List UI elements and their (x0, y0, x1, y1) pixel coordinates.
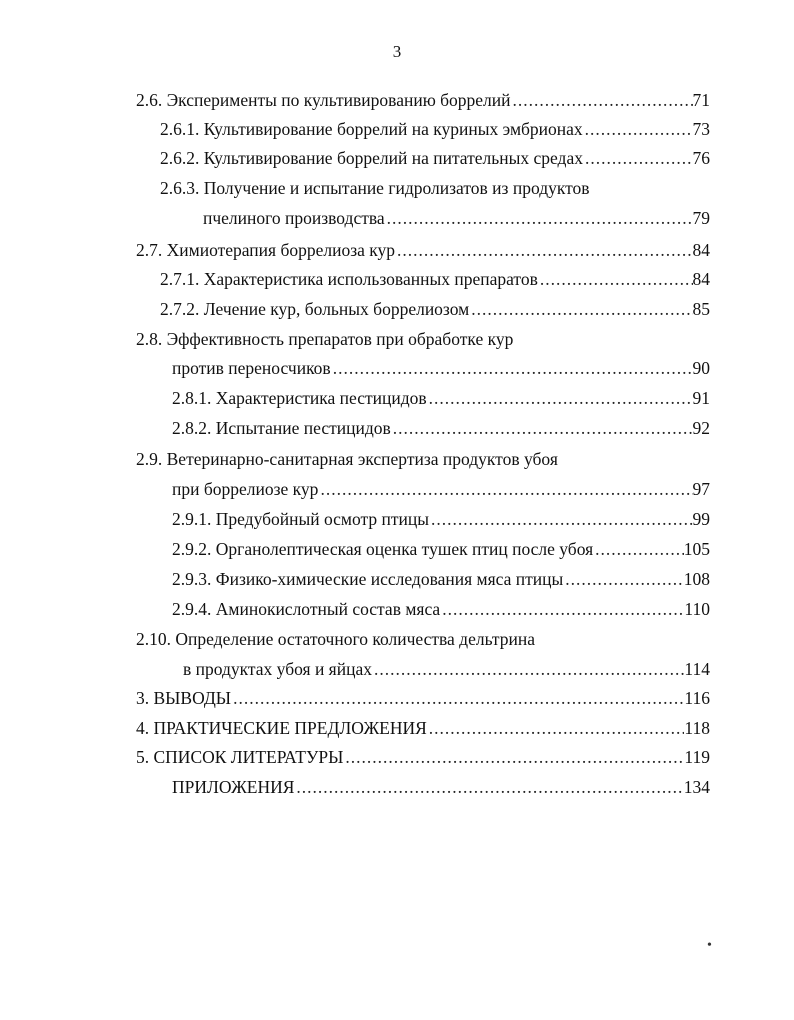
toc-entry-title: при боррелиозе кур (172, 479, 319, 499)
toc-entry-3[interactable] (136, 684, 710, 712)
toc-entry-appendices[interactable] (172, 773, 710, 801)
toc-entry-2-8-cont[interactable] (172, 354, 710, 382)
dot-leader (231, 684, 684, 712)
page-number: 3 (392, 42, 402, 61)
dot-leader (391, 414, 693, 442)
toc-entry-page: 114 (684, 659, 710, 679)
toc-entry-page: 92 (692, 418, 710, 438)
toc-entry-title: 2.6.3. Получение и испытание гидролизатов из продуктов (160, 178, 590, 198)
toc-entry-title: 2.6.2. Культивирование боррелий на питательных средах (160, 148, 583, 168)
dot-leader (563, 565, 683, 593)
toc-entry-page: 99 (692, 509, 710, 529)
toc-entry-title: 4. ПРАКТИЧЕСКИЕ ПРЕДЛОЖЕНИЯ (136, 718, 427, 738)
toc-entry-title: 2.7.2. Лечение кур, больных боррелиозом (160, 299, 470, 319)
dot-leader (593, 535, 684, 563)
toc-entry-2-8[interactable] (136, 325, 710, 353)
dot-leader (294, 773, 683, 801)
toc-entry-2-9-cont[interactable] (172, 475, 710, 503)
toc-entry-title: против переносчиков (172, 358, 331, 378)
toc-entry-title: 2.8.2. Испытание пестицидов (172, 418, 391, 438)
toc-entry-2-8-2[interactable] (172, 414, 710, 442)
toc-entry-page: 116 (684, 688, 710, 708)
toc-entry-page: 85 (692, 299, 710, 319)
toc-entry-page: 134 (683, 777, 710, 797)
toc-entry-page: 105 (683, 539, 710, 559)
toc-entry-page: 118 (684, 718, 710, 738)
dot-leader (318, 475, 692, 503)
toc-entry-2-7[interactable] (136, 236, 710, 264)
toc-entry-title: в продуктах убоя и яйцах (183, 659, 372, 679)
toc-entry-2-10-cont[interactable] (183, 655, 710, 683)
scan-speck: • (707, 938, 712, 953)
toc-entry-title: пчелиного производства (203, 208, 385, 228)
toc-entry-2-6-3-cont[interactable] (203, 204, 710, 232)
toc-entry-2-9-1[interactable] (172, 505, 710, 533)
toc-entry-title: 2.9.3. Физико-химические исследования мяса птицы (172, 569, 564, 589)
dot-leader (372, 655, 684, 683)
toc-entry-5[interactable] (136, 743, 710, 771)
toc-entry-4[interactable] (136, 714, 710, 742)
toc-entry-page: 71 (692, 90, 710, 110)
dot-leader (511, 86, 693, 114)
dot-leader (427, 714, 685, 742)
toc-entry-title: ПРИЛОЖЕНИЯ (172, 777, 295, 797)
toc-entry-page: 84 (692, 240, 710, 260)
dot-leader (429, 505, 692, 533)
toc-entry-title: 2.9.1. Предубойный осмотр птицы (172, 509, 430, 529)
toc-entry-title: 2.6.1. Культивирование боррелий на куриных эмбрионах (160, 119, 583, 139)
toc-entry-2-9-2[interactable] (172, 535, 710, 563)
toc-entry-title: 2.7.1. Характеристика использованных препаратов (160, 269, 538, 289)
toc-entry-2-6-2[interactable] (160, 144, 710, 172)
dot-leader (395, 236, 692, 264)
toc-entry-2-6-3[interactable] (160, 174, 710, 202)
toc-entry-2-6-1[interactable] (160, 115, 710, 143)
toc-entry-title: 2.9. Ветеринарно-санитарная экспертиза продуктов убоя (136, 449, 558, 469)
toc-entry-2-9[interactable] (136, 445, 710, 473)
toc-entry-page: 108 (683, 569, 710, 589)
toc-entry-title: 2.8.1. Характеристика пестицидов (172, 388, 427, 408)
toc-entry-2-10[interactable] (136, 625, 710, 653)
dot-leader (385, 204, 693, 232)
dot-leader (343, 743, 684, 771)
dot-leader (538, 265, 693, 293)
toc-entry-2-6[interactable] (136, 86, 710, 114)
toc-entry-page: 79 (692, 208, 710, 228)
toc-entry-page: 76 (692, 148, 710, 168)
toc-entry-page: 97 (692, 479, 710, 499)
toc-entry-title: 2.10. Определение остаточного количества дельтрина (136, 629, 535, 649)
toc-entry-2-7-1[interactable] (160, 265, 710, 293)
toc-entry-2-9-4[interactable] (172, 595, 710, 623)
toc-entry-page: 90 (692, 358, 710, 378)
toc-entry-page: 110 (684, 599, 710, 619)
toc-entry-title: 2.8. Эффективность препаратов при обработке кур (136, 329, 514, 349)
toc-entry-title: 5. СПИСОК ЛИТЕРАТУРЫ (136, 747, 344, 767)
toc-entry-page: 91 (692, 388, 710, 408)
toc-entry-2-7-2[interactable] (160, 295, 710, 323)
toc-entry-title: 2.7. Химиотерапия боррелиоза кур (136, 240, 396, 260)
toc-entry-title: 2.6. Эксперименты по культивированию боррелий (136, 90, 511, 110)
toc-entry-title: 3. ВЫВОДЫ (136, 688, 232, 708)
toc-entry-2-8-1[interactable] (172, 384, 710, 412)
dot-leader (427, 384, 693, 412)
toc-entry-title: 2.9.4. Аминокислотный состав мяса (172, 599, 441, 619)
dot-leader (583, 115, 693, 143)
dot-leader (583, 144, 693, 172)
toc-entry-title: 2.9.2. Органолептическая оценка тушек птиц после убоя (172, 539, 594, 559)
toc-entry-page: 84 (692, 269, 710, 289)
toc-entry-page: 119 (684, 747, 710, 767)
toc-entry-page: 73 (692, 119, 710, 139)
dot-leader (440, 595, 684, 623)
dot-leader (469, 295, 692, 323)
toc-entry-2-9-3[interactable] (172, 565, 710, 593)
dot-leader (331, 354, 693, 382)
